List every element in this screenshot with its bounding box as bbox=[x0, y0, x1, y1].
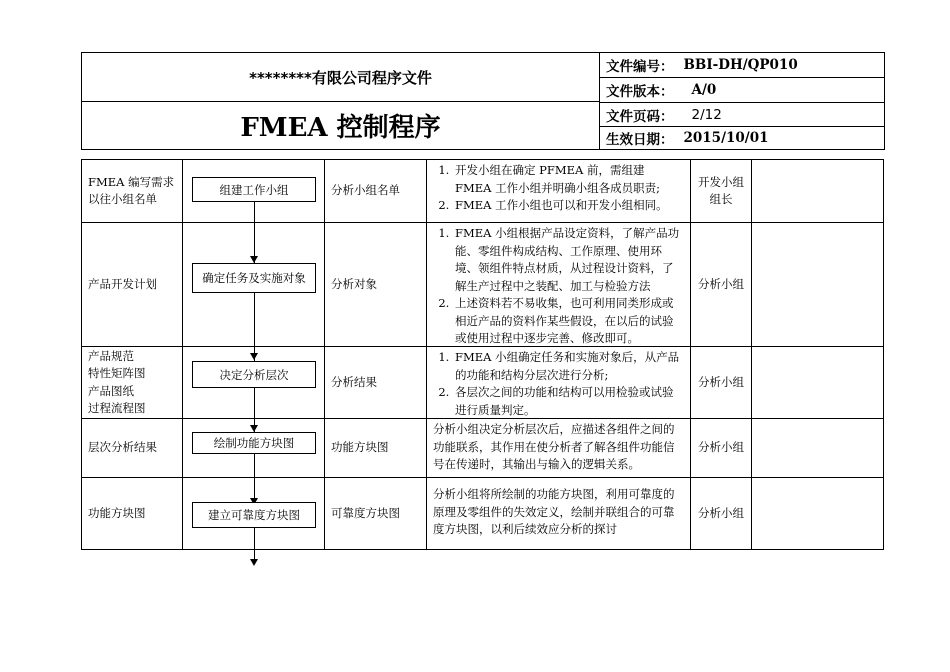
doc-page-row bbox=[599, 102, 885, 127]
row3-input-line2: 特性矩阵图 bbox=[88, 366, 146, 380]
row1-desc-item2: 2. FMEA 工作小组也可以和开发小组相同。 bbox=[453, 197, 684, 215]
row4-owner: 分析小组 bbox=[690, 418, 752, 478]
row4-description: 分析小组决定分析层次后，应描述各组件之间的功能联系，其作用在使分析者了解各组件功能信号在传递时，其输出与输入的逻辑关系。 bbox=[426, 418, 691, 478]
step-box-form-team: 组建工作小组 bbox=[192, 177, 316, 202]
document-header bbox=[81, 52, 885, 150]
row1-output: 分析小组名单 bbox=[324, 159, 427, 223]
doc-number-row bbox=[599, 52, 885, 78]
row3-input-line4: 过程流程图 bbox=[88, 401, 146, 415]
doc-page-value: 2/12 bbox=[691, 106, 722, 123]
arrow-down-icon bbox=[250, 559, 258, 566]
row2-desc-item1: 1. FMEA 小组根据产品设定资料，了解产品功能、零组件构成结构、工作原理、使用环境、领组件特点材质，从过程设计资料，了解生产过程中之装配、加工与检验方法 bbox=[453, 225, 684, 295]
step-box-analysis-level: 决定分析层次 bbox=[192, 361, 316, 388]
row1-input-line1: FMEA 编写需求 bbox=[88, 174, 175, 189]
row3-remarks bbox=[751, 346, 884, 419]
row2-remarks bbox=[751, 222, 884, 347]
row4-remarks bbox=[751, 418, 884, 478]
row2-input: 产品开发计划 bbox=[81, 222, 183, 347]
row1-input-line2: 以往小组名单 bbox=[88, 192, 157, 206]
doc-version-value: A/0 bbox=[691, 82, 717, 98]
step-box-reliability-diagram: 建立可靠度方块图 bbox=[192, 502, 316, 528]
doc-number-value: BBI-DH/QP010 bbox=[683, 57, 798, 73]
row3-input-line3: 产品图纸 bbox=[88, 383, 134, 398]
row5-owner: 分析小组 bbox=[690, 477, 752, 550]
company-name: ********有限公司程序文件 bbox=[81, 52, 600, 102]
doc-number-label: 文件编号： bbox=[606, 59, 674, 75]
row4-input: 层次分析结果 bbox=[81, 418, 183, 478]
row1-remarks bbox=[751, 159, 884, 223]
row5-input: 功能方块图 bbox=[81, 477, 183, 550]
arrow-down-icon bbox=[250, 425, 258, 432]
row1-description bbox=[426, 159, 691, 223]
row3-output: 分析结果 bbox=[324, 346, 427, 419]
arrow-down-icon bbox=[250, 256, 258, 263]
row1-owner bbox=[690, 159, 752, 223]
row2-desc-item2: 2. 上述资料若不易收集，也可利用同类形成或相近产品的资料作某些假设，在以后的试验或使用过程中逐步完善、修改即可。 bbox=[453, 295, 684, 348]
row3-description bbox=[426, 346, 691, 419]
row2-description bbox=[426, 222, 691, 347]
row5-description: 分析小组将所绘制的功能方块图，利用可靠度的原理及零组件的失效定义，绘制并联组合的可靠度方块图，以利后续效应分析的探讨 bbox=[426, 477, 691, 550]
row2-owner: 分析小组 bbox=[690, 222, 752, 347]
row1-owner-line1: 开发小组 bbox=[698, 174, 744, 189]
row2-output: 分析对象 bbox=[324, 222, 427, 347]
row1-input bbox=[81, 159, 183, 223]
row5-remarks bbox=[751, 477, 884, 550]
row3-input bbox=[81, 346, 183, 419]
step-box-function-diagram: 绘制功能方块图 bbox=[192, 432, 316, 454]
row3-desc-item2: 2. 各层次之间的功能和结构可以用检验或试验进行质量判定。 bbox=[453, 384, 684, 419]
doc-version-label: 文件版本： bbox=[606, 84, 674, 100]
effective-date-value: 2015/10/01 bbox=[683, 130, 769, 146]
document-title: FMEA 控制程序 bbox=[81, 101, 600, 150]
row3-desc-item1: 1. FMEA 小组确定任务和实施对象后，从产品的功能和结构分层次进行分析; bbox=[453, 349, 684, 384]
row4-output: 功能方块图 bbox=[324, 418, 427, 478]
row1-owner-line2: 组长 bbox=[709, 192, 733, 206]
row3-owner: 分析小组 bbox=[690, 346, 752, 419]
row5-output: 可靠度方块图 bbox=[324, 477, 427, 550]
row1-desc-item1: 1. 开发小组在确定 PFMEA 前，需组建 FMEA 工作小组并明确小组各成员职责; bbox=[453, 162, 684, 197]
effective-date-row bbox=[599, 126, 885, 150]
doc-page-label: 文件页码： bbox=[606, 108, 674, 125]
effective-date-label: 生效日期： bbox=[606, 132, 674, 148]
row3-input-line1: 产品规范 bbox=[88, 348, 134, 363]
step-box-define-scope: 确定任务及实施对象 bbox=[192, 263, 316, 293]
doc-version-row bbox=[599, 77, 885, 103]
